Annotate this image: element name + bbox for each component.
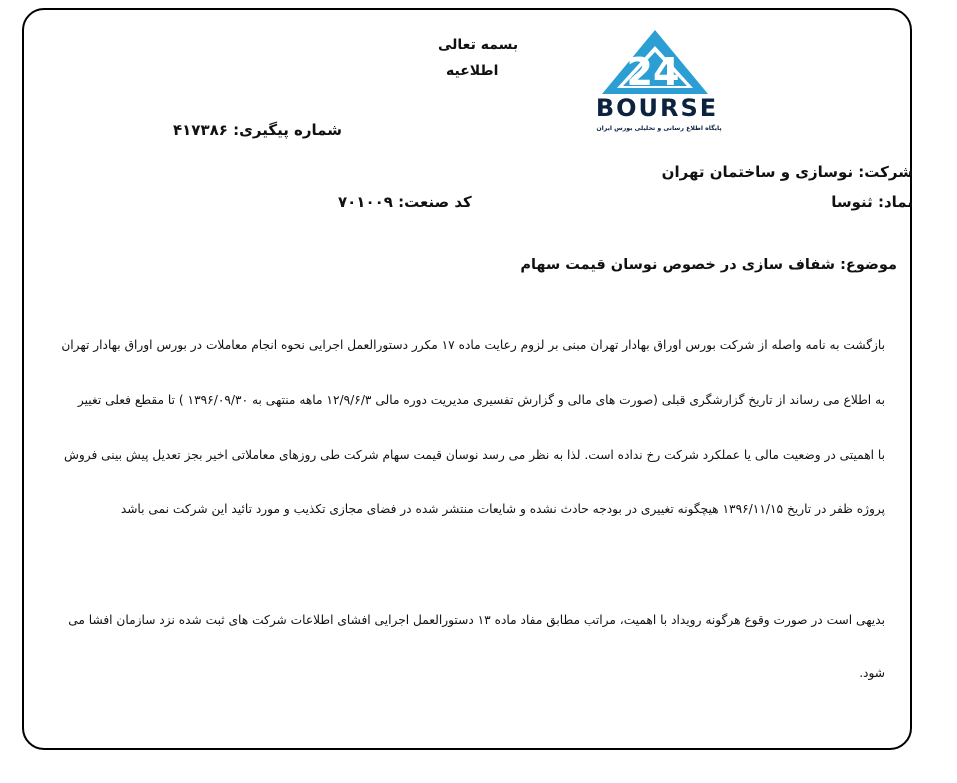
body-line-4: پروژه ظفر در تاریخ ۱۳۹۶/۱۱/۱۵ هیچگونه تغییری در بودجه حادث نشده و شایعات منتشر شده در فضای مجازی تکذیب و مورد تائید این شرکت نمی باشد	[120, 502, 885, 516]
document-frame	[22, 8, 912, 750]
body-line-5: بدیهی است در صورت وقوع هرگونه رویداد با اهمیت، مراتب مطابق مفاد ماده ۱۳ دستورالعمل اجرایی افشای اطلاعات شرکت های ثبت شده نزد سازمان افشا می	[68, 613, 885, 627]
logo-tagline: پایگاه اطلاع رسانی و تحلیلی بورس ایران	[596, 125, 722, 132]
notice-title: اطلاعیه	[446, 63, 499, 79]
svg-text:24: 24	[626, 50, 680, 94]
body-line-3: با اهمیتی در وضعیت مالی یا عملکرد شرکت رخ نداده است. لذا به نظر می رسد نوسان قیمت سهام شرکت طی روزهای معاملاتی اخیر بجز تعدیل پیش بینی فروش	[63, 448, 885, 462]
basmala: بسمه تعالی	[438, 37, 519, 53]
body-line-1: بازگشت به نامه واصله از شرکت بورس اوراق بهادار تهران مبنی بر لزوم رعایت ماده ۱۷ مکرر دستورالعمل اجرایی نحوه انجام معاملات در بورس اوراق بهادار تهران	[61, 338, 885, 352]
logo-wordmark: BOURSE	[595, 94, 719, 122]
body-line-6: شود.	[859, 666, 885, 680]
company-name: شرکت: نوسازی و ساختمان تهران	[661, 163, 913, 181]
industry-code: کد صنعت: ۷۰۱۰۰۹	[338, 193, 472, 211]
tracking-number: شماره پیگیری: ۴۱۷۳۸۶	[173, 121, 342, 139]
subject: موضوع: شفاف سازی در خصوص نوسان قیمت سهام	[520, 257, 897, 273]
bourse-logo	[595, 30, 723, 138]
bourse-logo-mark	[595, 30, 723, 138]
body-line-2: به اطلاع می رساند از تاریخ گزارشگری قبلی (صورت های مالی و گزارش تفسیری مدیریت دوره مالی ۱۲/۹/۶/۳ ماهه منتهی به ۱۳۹۶/۰۹/۳۰ ) تا مقطع فعلی تغییر	[77, 393, 885, 407]
symbol: نماد: ثنوسا	[831, 193, 913, 211]
